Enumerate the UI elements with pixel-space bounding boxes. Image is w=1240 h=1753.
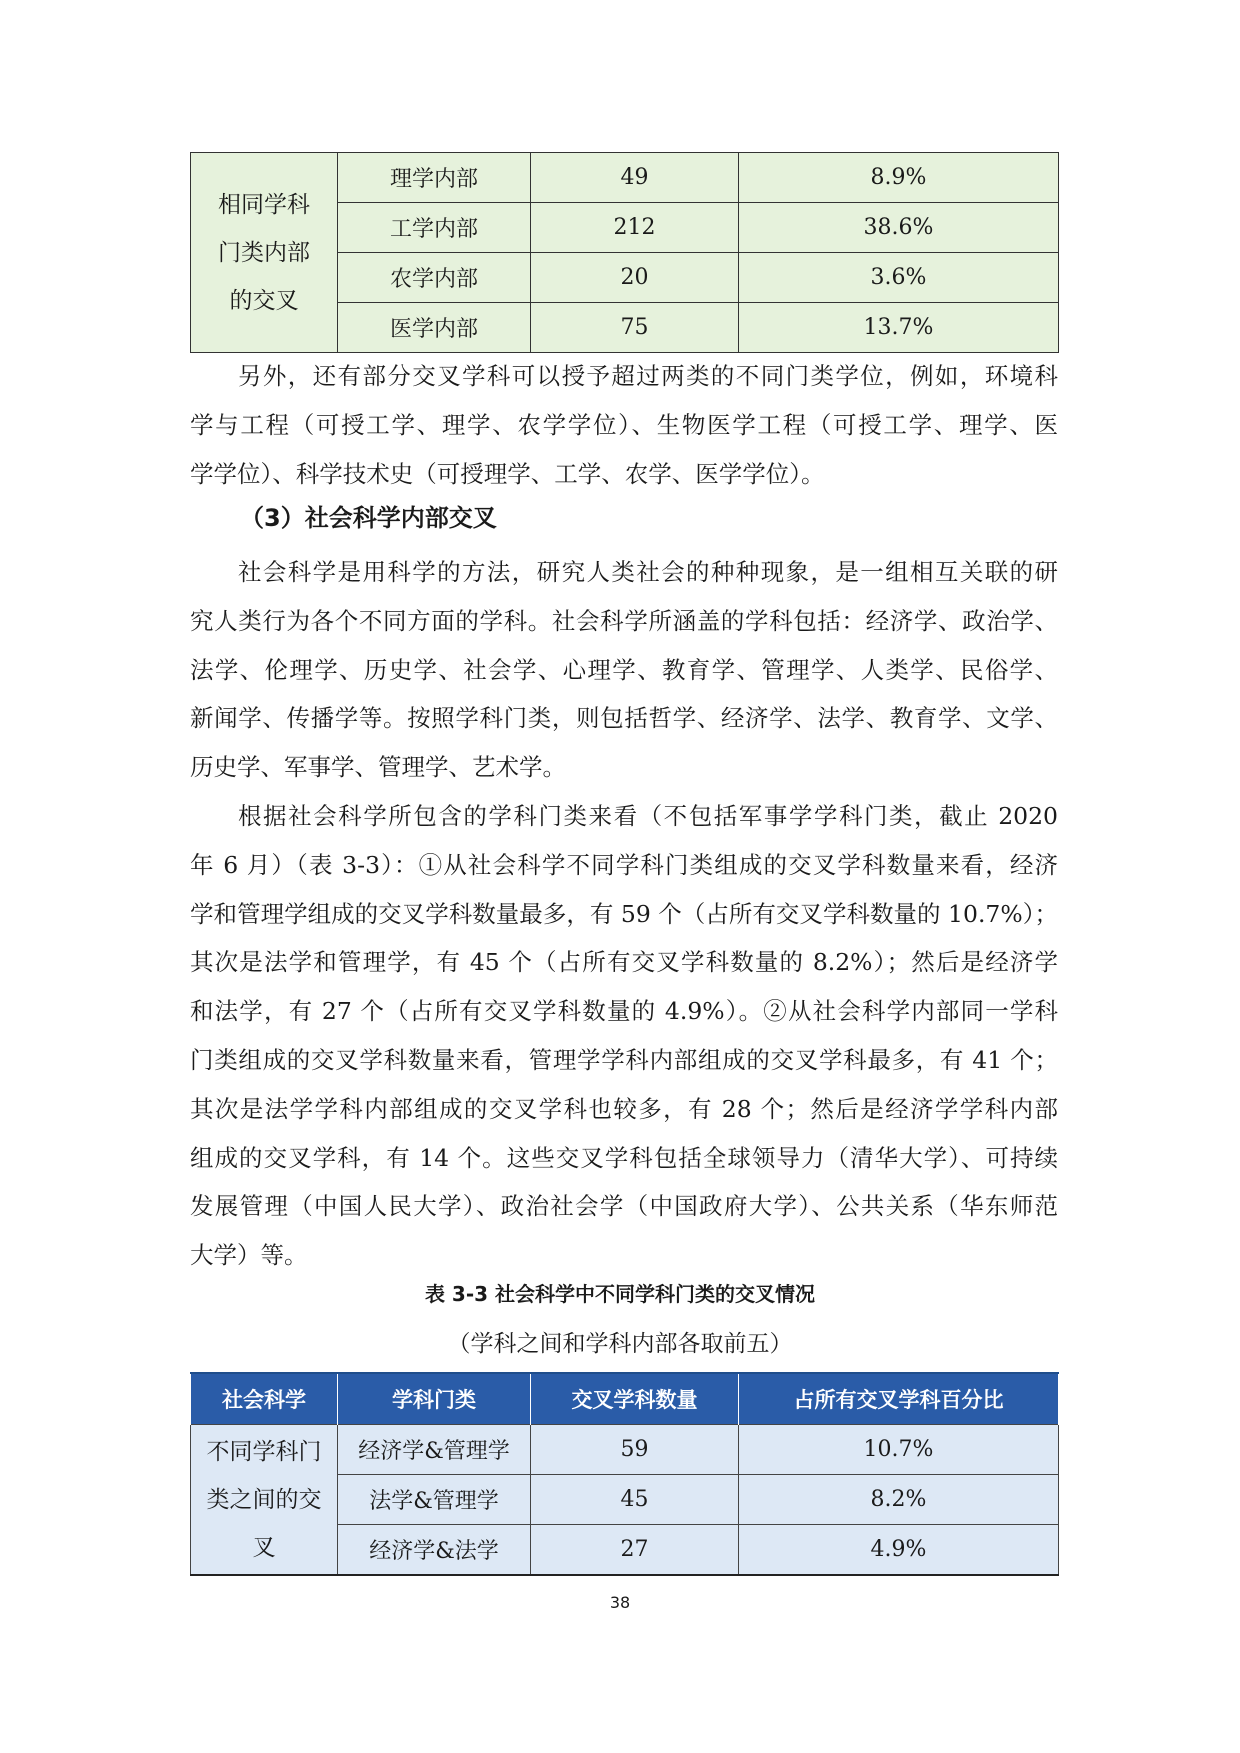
paragraph-line: 发展管理（中国人民大学）、政治社会学（中国政府大学）、公共关系（华东师范 — [190, 1192, 1058, 1221]
social-science-cross-table — [190, 1372, 1059, 1576]
group-label-line: 门类内部 — [218, 239, 310, 266]
column-header: 占所有交叉学科百分比 — [739, 1373, 1059, 1425]
table-row — [191, 153, 1059, 203]
percent-cell: 13.7% — [739, 303, 1059, 353]
table-caption-subtitle: （学科之间和学科内部各取前五） — [447, 1331, 793, 1357]
percent-cell: 3.6% — [739, 253, 1059, 303]
percent-cell: 10.7% — [739, 1425, 1059, 1475]
paragraph-line: 法学、伦理学、历史学、社会学、心理学、教育学、管理学、人类学、民俗学、 — [190, 655, 1058, 684]
column-header: 社会科学 — [191, 1373, 338, 1425]
group-label-line: 类之间的交 — [206, 1486, 322, 1513]
paragraph-line: 其次是法学学科内部组成的交叉学科也较多，有 28 个；然后是经济学学科内部 — [190, 1094, 1058, 1123]
percent-cell: 4.9% — [739, 1525, 1059, 1576]
paragraph-line: 另外，还有部分交叉学科可以授予超过两类的不同门类学位，例如，环境科 — [238, 362, 1058, 390]
paragraph-line: 组成的交叉学科，有 14 个。这些交叉学科包括全球领导力（清华大学）、可持续 — [190, 1143, 1058, 1172]
count-cell: 75 — [531, 303, 739, 353]
category-cell: 经济学&法学 — [338, 1525, 531, 1576]
category-cell: 经济学&管理学 — [338, 1425, 531, 1475]
discipline-cross-table-top — [190, 152, 1059, 353]
column-header: 学科门类 — [338, 1373, 531, 1425]
category-cell: 法学&管理学 — [338, 1475, 531, 1525]
page-number: 38 — [609, 1593, 631, 1612]
group-label-line: 不同学科门 — [206, 1438, 322, 1465]
percent-cell: 8.9% — [739, 153, 1059, 203]
percent-cell: 38.6% — [739, 203, 1059, 253]
paragraph-line: 学学位）、科学技术史（可授理学、工学、农学、医学学位）。 — [190, 459, 825, 488]
group-label-line: 相同学科 — [218, 191, 310, 218]
paragraph-line: 新闻学、传播学等。按照学科门类，则包括哲学、经济学、法学、教育学、文学、 — [190, 704, 1058, 733]
count-cell: 59 — [531, 1425, 739, 1475]
paragraph-social-science-definition — [190, 548, 1058, 792]
category-cell: 工学内部 — [338, 203, 531, 253]
count-cell: 45 — [531, 1475, 739, 1525]
group-label-cell — [191, 1425, 338, 1576]
paragraph-line: 大学）等。 — [190, 1241, 308, 1270]
paragraph-line: 其次是法学和管理学，有 45 个（占所有交叉学科数量的 8.2%）；然后是经济学 — [190, 948, 1058, 977]
group-label-line: 叉 — [252, 1534, 276, 1561]
paragraph-statistics — [190, 792, 1058, 1280]
paragraph-multi-degree — [190, 352, 1058, 498]
category-cell: 农学内部 — [338, 253, 531, 303]
paragraph-line: 年 6 月）（表 3-3）：①从社会科学不同学科门类组成的交叉学科数量来看，经济 — [190, 850, 1058, 879]
paragraph-line: 根据社会科学所包含的学科门类来看（不包括军事学学科门类，截止 2020 — [238, 802, 1058, 830]
table-caption-title: 表 3-3 社会科学中不同学科门类的交叉情况 — [424, 1282, 816, 1306]
category-cell: 理学内部 — [338, 153, 531, 203]
paragraph-line: 究人类行为各个不同方面的学科。社会科学所涵盖的学科包括：经济学、政治学、 — [190, 606, 1058, 635]
count-cell: 20 — [531, 253, 739, 303]
paragraph-line: 学和管理学组成的交叉学科数量最多，有 59 个（占所有交叉学科数量的 10.7%）； — [190, 899, 1058, 928]
paragraph-line: 历史学、军事学、管理学、艺术学。 — [190, 753, 566, 782]
table-row — [191, 1425, 1059, 1475]
section-heading: （3）社会科学内部交叉 — [240, 504, 497, 532]
table-header-row — [191, 1373, 1059, 1425]
category-cell: 医学内部 — [338, 303, 531, 353]
paragraph-line: 和法学，有 27 个（占所有交叉学科数量的 4.9%）。②从社会科学内部同一学科 — [190, 997, 1058, 1026]
paragraph-line: 学与工程（可授工学、理学、农学学位）、生物医学工程（可授工学、理学、医 — [190, 410, 1058, 439]
group-label-line: 的交叉 — [229, 287, 299, 314]
group-label-cell — [191, 153, 338, 353]
count-cell: 49 — [531, 153, 739, 203]
count-cell: 27 — [531, 1525, 739, 1576]
percent-cell: 8.2% — [739, 1475, 1059, 1525]
paragraph-line: 社会科学是用科学的方法，研究人类社会的种种现象，是一组相互关联的研 — [238, 558, 1058, 586]
column-header: 交叉学科数量 — [531, 1373, 739, 1425]
count-cell: 212 — [531, 203, 739, 253]
paragraph-line: 门类组成的交叉学科数量来看，管理学学科内部组成的交叉学科最多，有 41 个； — [190, 1045, 1058, 1074]
